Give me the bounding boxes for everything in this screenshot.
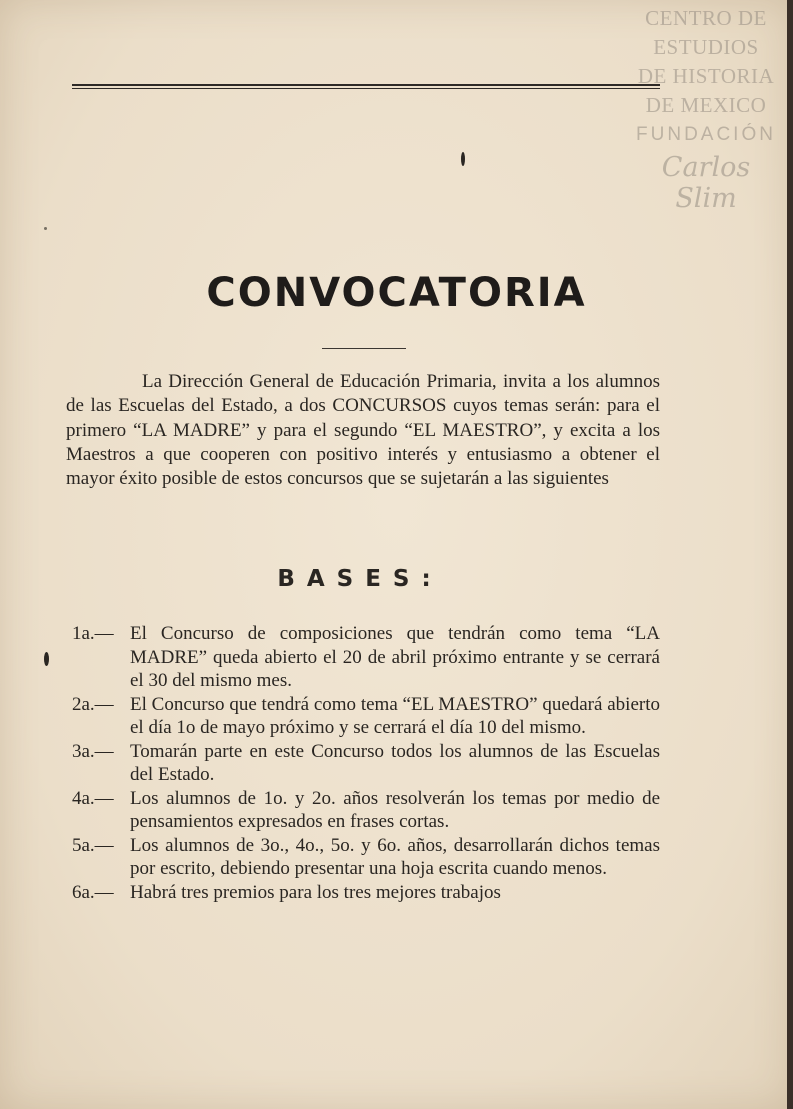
ink-speck [44, 652, 49, 666]
rule-number: 4a.— [72, 787, 114, 809]
top-double-rule [72, 84, 660, 89]
bases-heading: BASES: [277, 566, 443, 592]
rule-item [72, 622, 660, 693]
watermark-line: ESTUDIOS [653, 35, 759, 59]
rule-item [72, 740, 660, 787]
page-title: CONVOCATORIA [206, 270, 587, 316]
watermark-line: DE HISTORIA [637, 64, 775, 88]
rule-text: Los alumnos de 3o., 4o., 5o. y 6o. años, desarrollarán dichos temas por escrito, debiendo presentar una hoja escrita cuando menos. [130, 834, 660, 879]
watermark-foundation: FUNDACIÓN [636, 124, 776, 145]
rule-text: Habrá tres premios para los tres mejores trabajos [130, 881, 501, 903]
rule-number: 3a.— [72, 740, 114, 762]
title-divider [322, 348, 406, 349]
archive-watermark [631, 4, 781, 214]
watermark-signature: Carlos Slim [661, 152, 751, 214]
rule-text: El Concurso de composiciones que tendrán como tema “LA MADRE” queda abierto el 20 de abril próximo entrante y se cerrará el 30 del mismo mes. [130, 623, 660, 691]
page-edge [787, 0, 793, 1109]
rules-list [72, 622, 660, 904]
intro-paragraph [66, 370, 660, 491]
rule-item [72, 834, 660, 881]
rule-number: 1a.— [72, 623, 114, 644]
ink-speck [461, 152, 465, 166]
watermark-line: CENTRO DE [645, 6, 767, 30]
rule-number: 5a.— [72, 834, 114, 856]
rule-text: Tomarán parte en este Concurso todos los alumnos de las Escuelas del Estado. [130, 740, 660, 785]
rule-number: 6a.— [72, 881, 114, 903]
rule-item [72, 787, 660, 834]
rule-item [72, 693, 660, 740]
rule-number: 2a.— [72, 693, 114, 715]
rule-text: El Concurso que tendrá como tema “EL MAESTRO” quedará abierto el día 1o de mayo próximo y se cerrará el día 10 del mismo. [130, 693, 660, 738]
ink-speck [44, 227, 47, 230]
rule-text: Los alumnos de 1o. y 2o. años resolverán los temas por medio de pensamientos expresados en frases cortas. [130, 787, 660, 832]
watermark-line: DE MEXICO [645, 93, 767, 117]
intro-text: La Dirección General de Educación Primaria, invita a los alumnos de las Escuelas del Estado, a dos CONCURSOS cuyos temas serán: para el primero “LA MADRE” y para el segundo “EL MAESTRO”, y excita a los Maestros a que cooperen con positivo interés y entusiasmo a obtener el mayor éxito posible de estos concursos que se sujetarán a las siguientes [66, 371, 660, 490]
rule-item [72, 881, 660, 905]
